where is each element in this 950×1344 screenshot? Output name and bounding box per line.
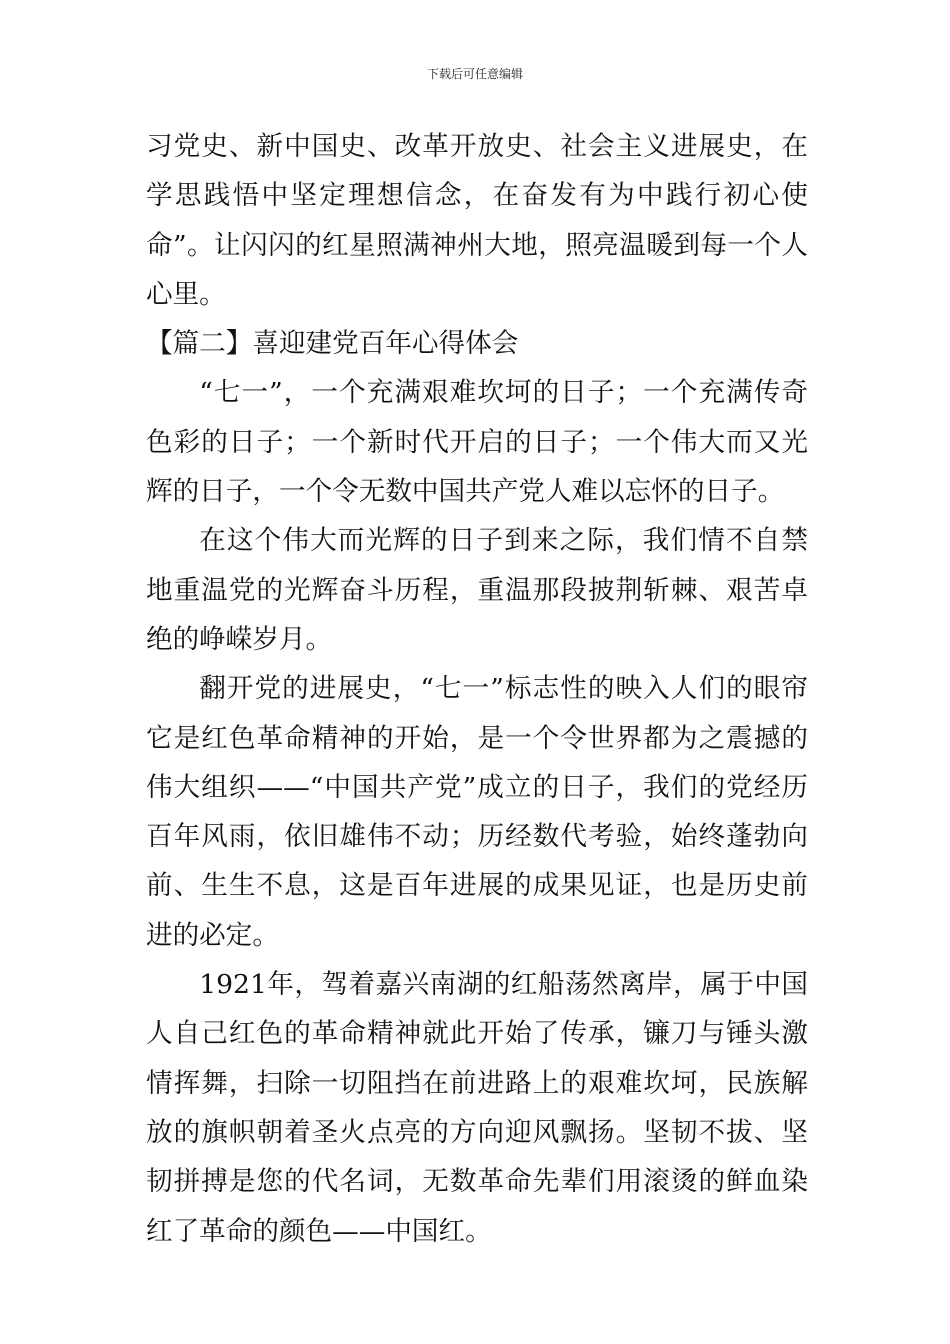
paragraph-continued: 习党史、新中国史、改革开放史、社会主义进展史，在学思践悟中坚定理想信念，在奋发有为中践行初心使命”。让闪闪的红星照满神州大地，照亮温暖到每一个人心里。 bbox=[146, 131, 808, 310]
paragraph: “七一”，一个充满艰难坎坷的日子；一个充满传奇色彩的日子；一个新时代开启的日子；一个伟大而又光辉的日子，一个令无数中国共产党人难以忘怀的日子。 bbox=[146, 377, 808, 508]
paragraph: 在这个伟大而光辉的日子到来之际，我们情不自禁地重温党的光辉奋斗历程，重温那段披荆斩棘、艰苦卓绝的峥嵘岁月。 bbox=[146, 525, 808, 655]
paragraph: 翻开党的进展史，“七一”标志性的映入人们的眼帘它是红色革命精神的开始，是一个令世界都为之震撼的伟大组织——“中国共产党”成立的日子，我们的党经历百年风雨，依旧雄伟不动；历经数代考验，始终蓬勃向前、生生不息，这是百年进展的成果见证，也是历史前进的必定。 bbox=[146, 673, 808, 951]
header-note: 下载后可任意编辑 bbox=[426, 67, 523, 81]
section-heading: 【篇二】喜迎建党百年心得体会 bbox=[146, 328, 519, 360]
paragraph: 1921年，驾着嘉兴南湖的红船荡然离岸，属于中国人自己红色的革命精神就此开始了传承，镰刀与锤头激情挥舞，扫除一切阻挡在前进路上的艰难坎坷，民族解放的旗帜朝着圣火点亮的方向迎风飘扬。坚韧不拔、坚韧拼搏是您的代名词，无数革命先辈们用滚烫的鲜血染红了革命的颜色——中国红。 bbox=[146, 969, 808, 1247]
document-body bbox=[146, 122, 808, 1256]
